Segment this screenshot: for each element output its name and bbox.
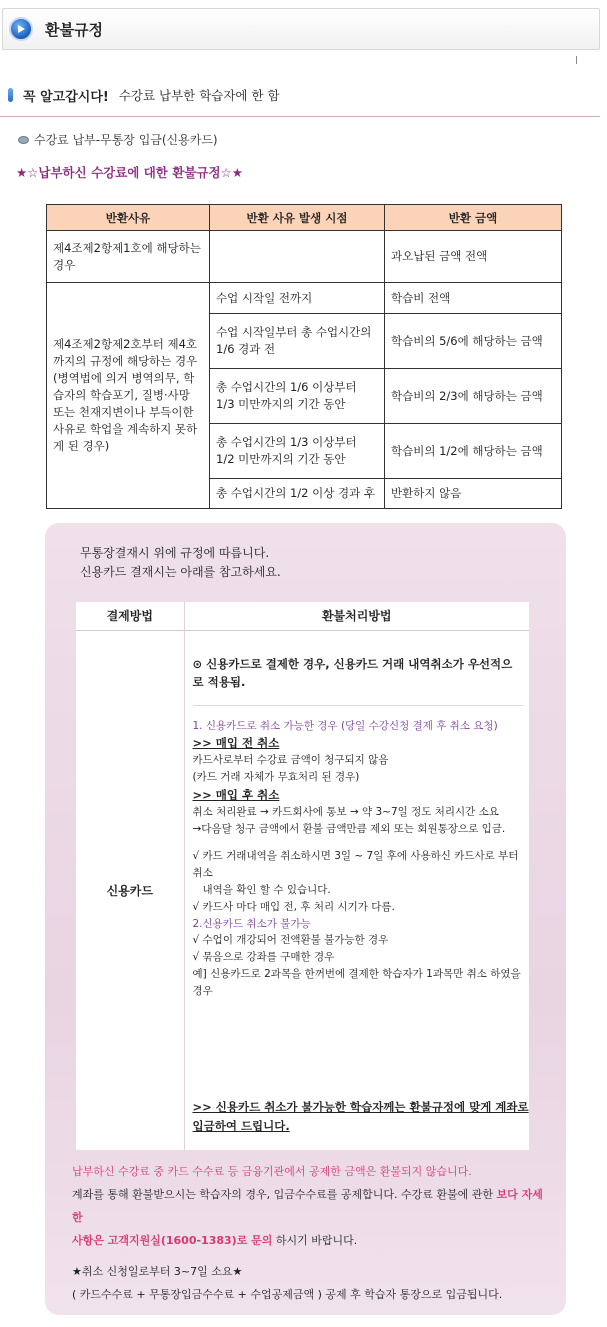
table-cell: 반환하지 않음 [385, 479, 562, 509]
card-payment-table [76, 602, 529, 1150]
table-cell: 수업 시작일부터 총 수업시간의 1/6 경과 전 [210, 314, 385, 369]
table-cell [210, 231, 385, 283]
divider [0, 116, 600, 117]
table-cell: 학습비의 2/3에 해당하는 금액 [385, 369, 562, 424]
bottom-notes [72, 1160, 552, 1306]
refund-method-cell [184, 630, 529, 1150]
contact-notice: 사항은 고객지원실(1600-1383)로 문의 하시기 바랍니다. [72, 1234, 358, 1247]
final-note: >> 신용카드 취소가 불가능한 학습자께는 환불규정에 맞게 계좌로 입금하여 드립니다. [192, 1099, 529, 1133]
page-header [2, 8, 600, 50]
payment-methods-text: 수강료 납부-무통장 입금(신용카드) [34, 133, 218, 147]
before-purchase-text: (카드 거래 자체가 무효처리 된 경우) [192, 770, 360, 783]
bullet-icon [18, 136, 29, 144]
before-purchase-title: >> 매입 전 취소 [192, 735, 280, 750]
payment-method-cell: 신용카드 [76, 630, 184, 1150]
after-purchase-title: >> 매입 후 취소 [192, 787, 280, 802]
after-purchase-text: →다음달 청구 금액에서 환불 금액만큼 제외 또는 회원통장으로 입금. [192, 822, 506, 835]
case2-item: √ 묶음으로 강좌를 구매한 경우 [192, 950, 335, 963]
column-header: 반환 금액 [385, 205, 562, 231]
deduction-note: ( 카드수수료 + 무통장입금수수료 + 수업공제금액 ) 공제 후 학습자 통장으로 입금됩니다. [72, 1288, 503, 1301]
table-cell: 제4조제2항제1호에 해당하는 경우 [47, 231, 210, 283]
play-circle-icon [9, 17, 33, 41]
case1-title: 1. 신용카드로 취소 가능한 경우 (당일 수강신청 결제 후 취소 요청) [192, 719, 498, 732]
check-note: √ 카드 거래내역을 취소하시면 3일 ~ 7일 후에 사용하신 카드사로 부터 취소 [192, 849, 519, 879]
check-note: 내역을 확인 할 수 있습니다. [202, 883, 331, 896]
case2-item: √ 수업이 개강되어 전액환불 불가능한 경우 [192, 933, 389, 946]
page-title: 환불규정 [45, 20, 103, 39]
column-header: 환불처리방법 [184, 602, 529, 630]
card-intro-line: 신용카드 결재시는 아래를 참고하세요. [80, 565, 281, 579]
refund-notice: 계좌를 통해 환불받으시는 학습자의 경우, 입금수수료를 공제합니다. 수강료 환불에 관한 보다 자세한 [72, 1188, 543, 1224]
table-cell: 수업 시작일 전까지 [210, 283, 385, 314]
column-header: 반환 사유 발생 시점 [210, 205, 385, 231]
table-cell: 학습비의 5/6에 해당하는 금액 [385, 314, 562, 369]
case2-title: 2.신용카드 취소가 불가능 [192, 917, 311, 930]
column-header: 결제방법 [76, 602, 184, 630]
payment-methods [18, 131, 218, 148]
card-intro [80, 544, 281, 582]
check-note: √ 카드사 마다 매입 전, 후 처리 시기가 다름. [192, 900, 395, 913]
table-cell: 과오납된 금액 전액 [385, 231, 562, 283]
divider [193, 705, 524, 706]
refund-rule-title: ★☆납부하신 수강료에 대한 환불규정☆★ [16, 165, 243, 180]
table-cell: 제4조제2항제2호부터 제4호까지의 규정에 해당하는 경우 (병역법에 의거 병역의무, 학습자의 학습포기, 질병·사망 또는 천재지변이나 부득이한 사유로 학업을 계속하지 못하게 된 경우) [47, 283, 210, 509]
processing-time: ★취소 신청일로부터 3~7일 소요★ [72, 1265, 243, 1278]
notice-text: 수강료 납부한 학습자에 한 함 [118, 88, 280, 103]
table-cell: 학습비의 1/2에 해당하는 금액 [385, 424, 562, 479]
fee-notice: 납부하신 수강료 중 카드 수수료 등 금융기관에서 공제한 금액은 환불되지 않습니다. [72, 1165, 472, 1178]
pin-icon [8, 88, 13, 102]
notice-row [8, 84, 588, 106]
card-intro-line: 무통장결재시 위에 규정에 따릅니다. [80, 546, 270, 560]
priority-note: ⊙ 신용카드로 결제한 경우, 신용카드 거래 내역취소가 우선적으로 적용됨. [192, 656, 513, 689]
refund-table [46, 204, 562, 509]
table-cell: 총 수업시간의 1/3 이상부터 1/2 미만까지의 기간 동안 [210, 424, 385, 479]
divider [576, 56, 577, 64]
after-purchase-text: 취소 처리완료 → 카드회사에 통보 → 약 3~7일 정도 처리시간 소요 [192, 805, 499, 818]
table-cell: 총 수업시간의 1/2 이상 경과 후 [210, 479, 385, 509]
before-purchase-text: 카드사로부터 수강료 금액이 청구되지 않음 [192, 753, 389, 766]
table-cell: 학습비 전액 [385, 283, 562, 314]
example-note: 예] 신용카드로 2과목을 한꺼번에 결제한 학습자가 1과목만 취소 하였을 경우 [192, 967, 521, 997]
table-cell: 총 수업시간의 1/6 이상부터 1/3 미만까지의 기간 동안 [210, 369, 385, 424]
notice-heading: 꼭 알고갑시다! [23, 89, 109, 105]
column-header: 반환사유 [47, 205, 210, 231]
